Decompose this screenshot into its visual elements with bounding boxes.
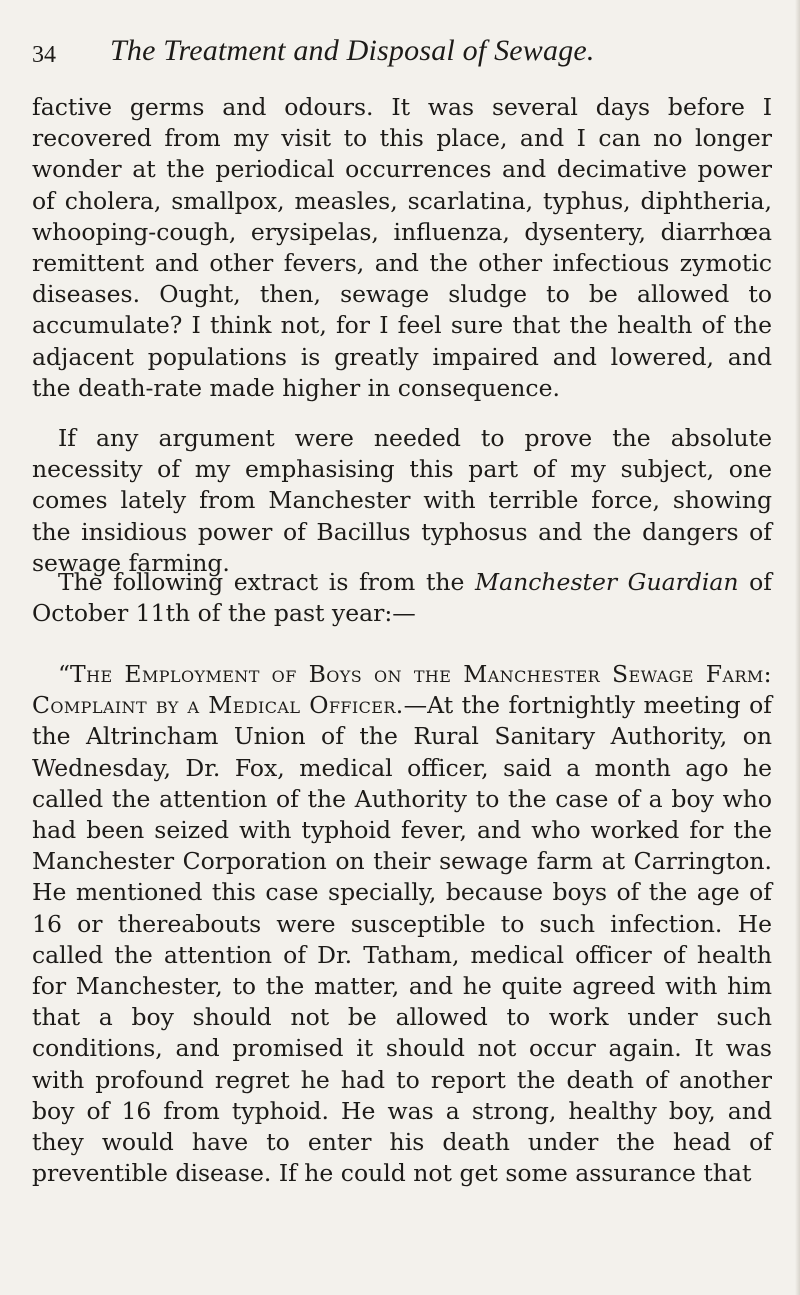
extract-intro-date: of October 11th of the past year:— [32, 568, 772, 628]
quoted-extract [32, 659, 772, 1189]
page-number: 34 [32, 42, 56, 68]
running-title: The Treatment and Disposal of Sewage. [110, 34, 595, 67]
newspaper-name: Manchester Guardian [475, 568, 739, 596]
extract-body: —At the fortnightly meeting of the Altrincham Union of the Rural Sanitary Authority, on Wednesday, Dr. Fox, medical officer, said a month ago he called the attention of the Authority to the case of a boy who had been seized with typhoid fever, and who worked for the Manchester Corporation on their sewage farm at Carrington. He mentioned this case specially, because boys of the age of 16 or thereabouts were susceptible to such infection. He called the attention of Dr. Tatham, medical officer of health for Manchester, to the matter, and he quite agreed with him that a boy should not be allowed to work under such conditions, and promised it should not occur again. It was with profound regret he had to report the death of another boy of 16 from typhoid. He was a strong, healthy boy, and they would have to enter his death under the head of preventible disease. If he could not get some assurance that [32, 691, 772, 1188]
paragraph-continuation: factive germs and odours. It was several days before I recovered from my visit to this place, and I can no longer wonder at the periodical occurrences and decimative power of cholera, smallpox, measles, scarlatina, typhus, diphtheria, whooping-cough, erysipelas, influenza, dysentery, diarrhœa remittent and other fevers, and the other infectious zymotic diseases. Ought, then, sewage sludge to be allowed to accumulate? I think not, for I feel sure that the health of the adjacent populations is greatly impaired and lowered, and the death-rate made higher in consequence. [32, 93, 772, 402]
paragraph-extract-intro [32, 567, 772, 629]
page-header [32, 34, 772, 74]
extract-heading: The Employment of Boys on the Manchester Sewage Farm: Complaint by a Medical Officer. [32, 660, 772, 720]
paragraph-argument: If any argument were needed to prove the absolute necessity of my emphasising this part of my subject, one comes lately from Manchester with terrible force, showing the insidious power of Bacillus typhosus and the dangers of sewage farming. [32, 424, 772, 577]
page-edge-shadow [795, 0, 800, 1295]
extract-intro-text: The following extract is from the [58, 568, 476, 596]
open-quote: “ [58, 660, 71, 688]
